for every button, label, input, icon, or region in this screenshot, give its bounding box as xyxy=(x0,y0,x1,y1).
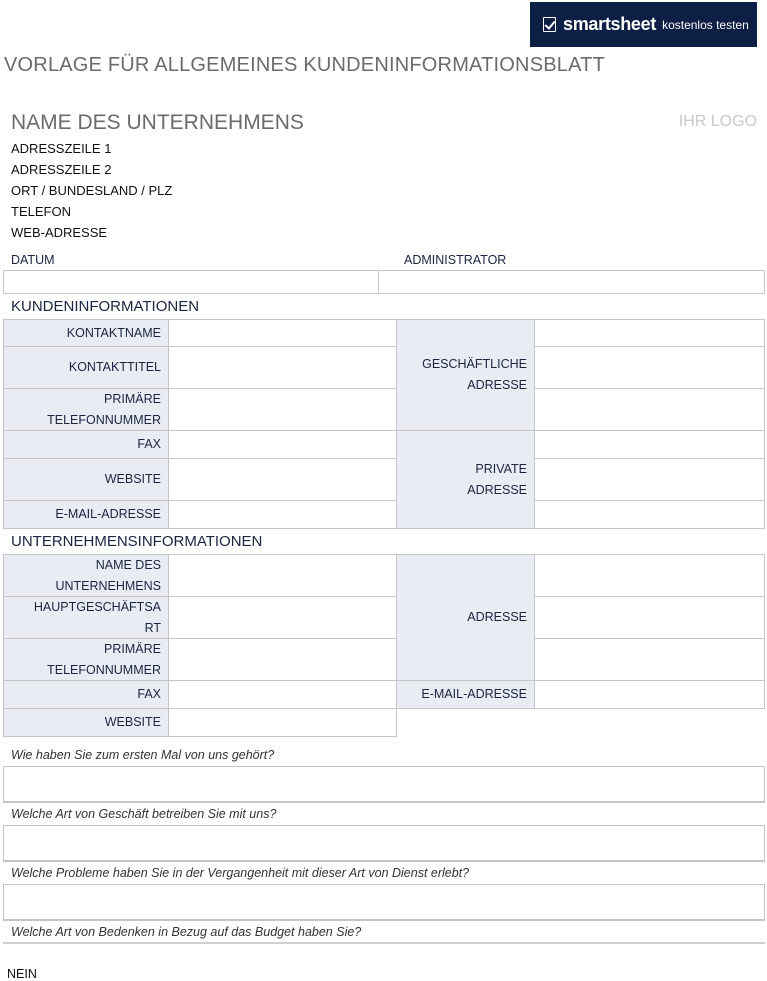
company-website-field[interactable] xyxy=(168,708,397,737)
answer-field-2[interactable] xyxy=(3,825,765,862)
question-1: Wie haben Sie zum ersten Mal von uns gehört? xyxy=(11,748,275,762)
business-address-field-2[interactable] xyxy=(534,346,765,389)
website-field[interactable] xyxy=(168,458,397,501)
company-email-label: E-MAIL-ADRESSE xyxy=(396,680,535,709)
contact-name-field[interactable] xyxy=(168,319,397,347)
private-address-field-3[interactable] xyxy=(534,500,765,529)
company-fax-label: FAX xyxy=(3,680,169,709)
question-4: Welche Art von Bedenken in Bezug auf das Budget haben Sie? xyxy=(11,925,362,939)
contact-title-label: KONTAKTTITEL xyxy=(3,346,169,389)
business-address-label: GESCHÄFTLICHE ADRESSE xyxy=(396,319,535,431)
smartsheet-banner[interactable] xyxy=(530,2,757,47)
brand-name: smartsheet xyxy=(563,14,657,34)
company-fax-field[interactable] xyxy=(168,680,397,709)
address-line-2: ADRESSZEILE 2 xyxy=(11,162,112,177)
company-phone-field[interactable] xyxy=(168,638,397,681)
date-field[interactable] xyxy=(3,270,379,294)
company-address-label: ADRESSE xyxy=(396,554,535,681)
date-label: DATUM xyxy=(11,253,55,267)
company-phone-label: PRIMÄRE TELEFONNUMMER xyxy=(3,638,169,681)
business-address-field-1[interactable] xyxy=(534,319,765,347)
primary-phone-field[interactable] xyxy=(168,388,397,431)
email-label: E-MAIL-ADRESSE xyxy=(3,500,169,529)
address-line-1: ADRESSZEILE 1 xyxy=(11,141,112,156)
company-website-label: WEBSITE xyxy=(3,708,169,737)
headquarters-label: HAUPTGESCHÄFTSA RT xyxy=(3,596,169,639)
customer-section-heading: KUNDENINFORMATIONEN xyxy=(11,298,200,315)
question-3: Welche Probleme haben Sie in der Vergangenheit mit dieser Art von Dienst erlebt? xyxy=(11,866,470,880)
answer-field-3[interactable] xyxy=(3,884,765,921)
admin-label: ADMINISTRATOR xyxy=(404,253,507,267)
headquarters-field[interactable] xyxy=(168,596,397,639)
company-address-field-3[interactable] xyxy=(534,638,765,681)
company-address-field-1[interactable] xyxy=(534,554,765,597)
primary-phone-label: PRIMÄRE TELEFONNUMMER xyxy=(3,388,169,431)
email-field[interactable] xyxy=(168,500,397,529)
private-address-label: PRIVATE ADRESSE xyxy=(396,430,535,529)
company-name-field[interactable] xyxy=(168,554,397,597)
company-name-label: NAME DES UNTERNEHMENS xyxy=(3,554,169,597)
company-email-field[interactable] xyxy=(534,680,765,709)
website-label: WEBSITE xyxy=(3,458,169,501)
private-address-field-1[interactable] xyxy=(534,430,765,459)
city-state-zip: ORT / BUNDESLAND / PLZ xyxy=(11,183,173,198)
business-address-field-3[interactable] xyxy=(534,388,765,431)
question-2: Welche Art von Geschäft betreiben Sie mit uns? xyxy=(11,807,277,821)
fax-field[interactable] xyxy=(168,430,397,459)
private-address-field-2[interactable] xyxy=(534,458,765,501)
divider xyxy=(3,942,765,944)
checkbox-logo-icon xyxy=(543,17,556,32)
company-address-field-2[interactable] xyxy=(534,596,765,639)
company-section-heading: UNTERNEHMENSINFORMATIONEN xyxy=(11,533,263,550)
company-name: NAME DES UNTERNEHMENS xyxy=(11,111,304,134)
web-address-line: WEB-ADRESSE xyxy=(11,225,108,240)
answer-4-value: NEIN xyxy=(7,967,37,981)
logo-placeholder: IHR LOGO xyxy=(678,113,757,130)
admin-field[interactable] xyxy=(378,270,765,294)
phone-line: TELEFON xyxy=(11,204,71,219)
contact-title-field[interactable] xyxy=(168,346,397,389)
try-free-link[interactable]: kostenlos testen xyxy=(662,17,749,32)
contact-name-label: KONTAKTNAME xyxy=(3,319,169,347)
answer-field-1[interactable] xyxy=(3,766,765,803)
document-title: VORLAGE FÜR ALLGEMEINES KUNDENINFORMATIONSBLATT xyxy=(4,54,605,76)
fax-label: FAX xyxy=(3,430,169,459)
